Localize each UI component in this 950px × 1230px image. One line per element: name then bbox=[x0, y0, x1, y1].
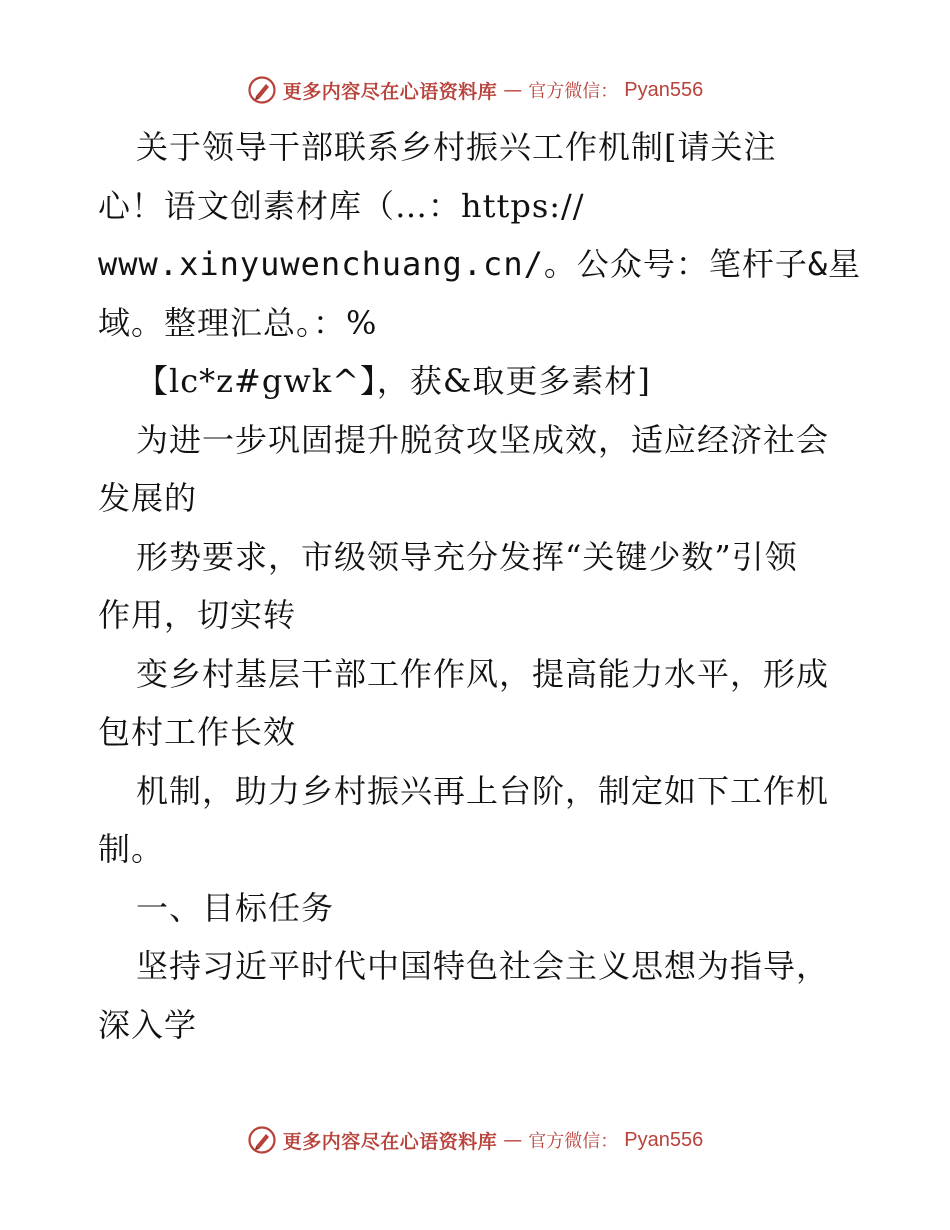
paragraph-line: 作用，切实转 bbox=[98, 596, 297, 634]
footer-banner bbox=[0, 1120, 950, 1160]
banner-separator: — bbox=[503, 79, 523, 101]
paragraph-line: 变乡村基层干部工作作风，提高能力水平，形成 bbox=[136, 654, 830, 693]
paragraph-line: 形势要求，市级领导充分发挥“关键少数”引领 bbox=[136, 537, 798, 576]
text-line: 域。整理汇总。：% bbox=[98, 303, 378, 342]
header-banner bbox=[0, 70, 950, 110]
paragraph-line: 深入学 bbox=[98, 1005, 198, 1044]
banner-brand: 更多内容尽在心语资料库 bbox=[282, 80, 498, 103]
text-line: www.xinyuwenchuang.cn/。公众号：笔杆子&星 bbox=[98, 245, 862, 283]
paragraph-line: 为进一步巩固提升脱贫攻坚成效，适应经济社会 bbox=[136, 420, 830, 459]
text-line: 心！语文创素材库（…：https:// bbox=[98, 186, 585, 225]
banner-brand: 更多内容尽在心语资料库 bbox=[282, 1130, 498, 1153]
title-line: 关于领导干部联系乡村振兴工作机制[请关注 bbox=[136, 128, 777, 166]
banner-wechat-label: 官方微信： bbox=[528, 1131, 619, 1152]
text-line: 【lc*z#gwk^】，获&取更多素材] bbox=[136, 362, 651, 400]
banner-wechat-id: Pyan556 bbox=[624, 1128, 704, 1151]
document-body bbox=[98, 118, 862, 1054]
banner-wechat-id: Pyan556 bbox=[624, 78, 704, 101]
banner-wechat-label: 官方微信： bbox=[528, 81, 619, 102]
pen-logo-icon bbox=[247, 1125, 277, 1155]
pen-logo-icon bbox=[247, 75, 277, 105]
banner-separator: — bbox=[503, 1129, 523, 1151]
section-heading: 一、目标任务 bbox=[136, 888, 335, 927]
paragraph-line: 制。 bbox=[98, 830, 165, 868]
paragraph-line: 机制，助力乡村振兴再上台阶，制定如下工作机 bbox=[136, 771, 830, 810]
paragraph-line: 发展的 bbox=[98, 479, 198, 517]
paragraph-line: 包村工作长效 bbox=[98, 713, 297, 751]
paragraph-line: 坚持习近平时代中国特色社会主义思想为指导， bbox=[136, 947, 830, 985]
